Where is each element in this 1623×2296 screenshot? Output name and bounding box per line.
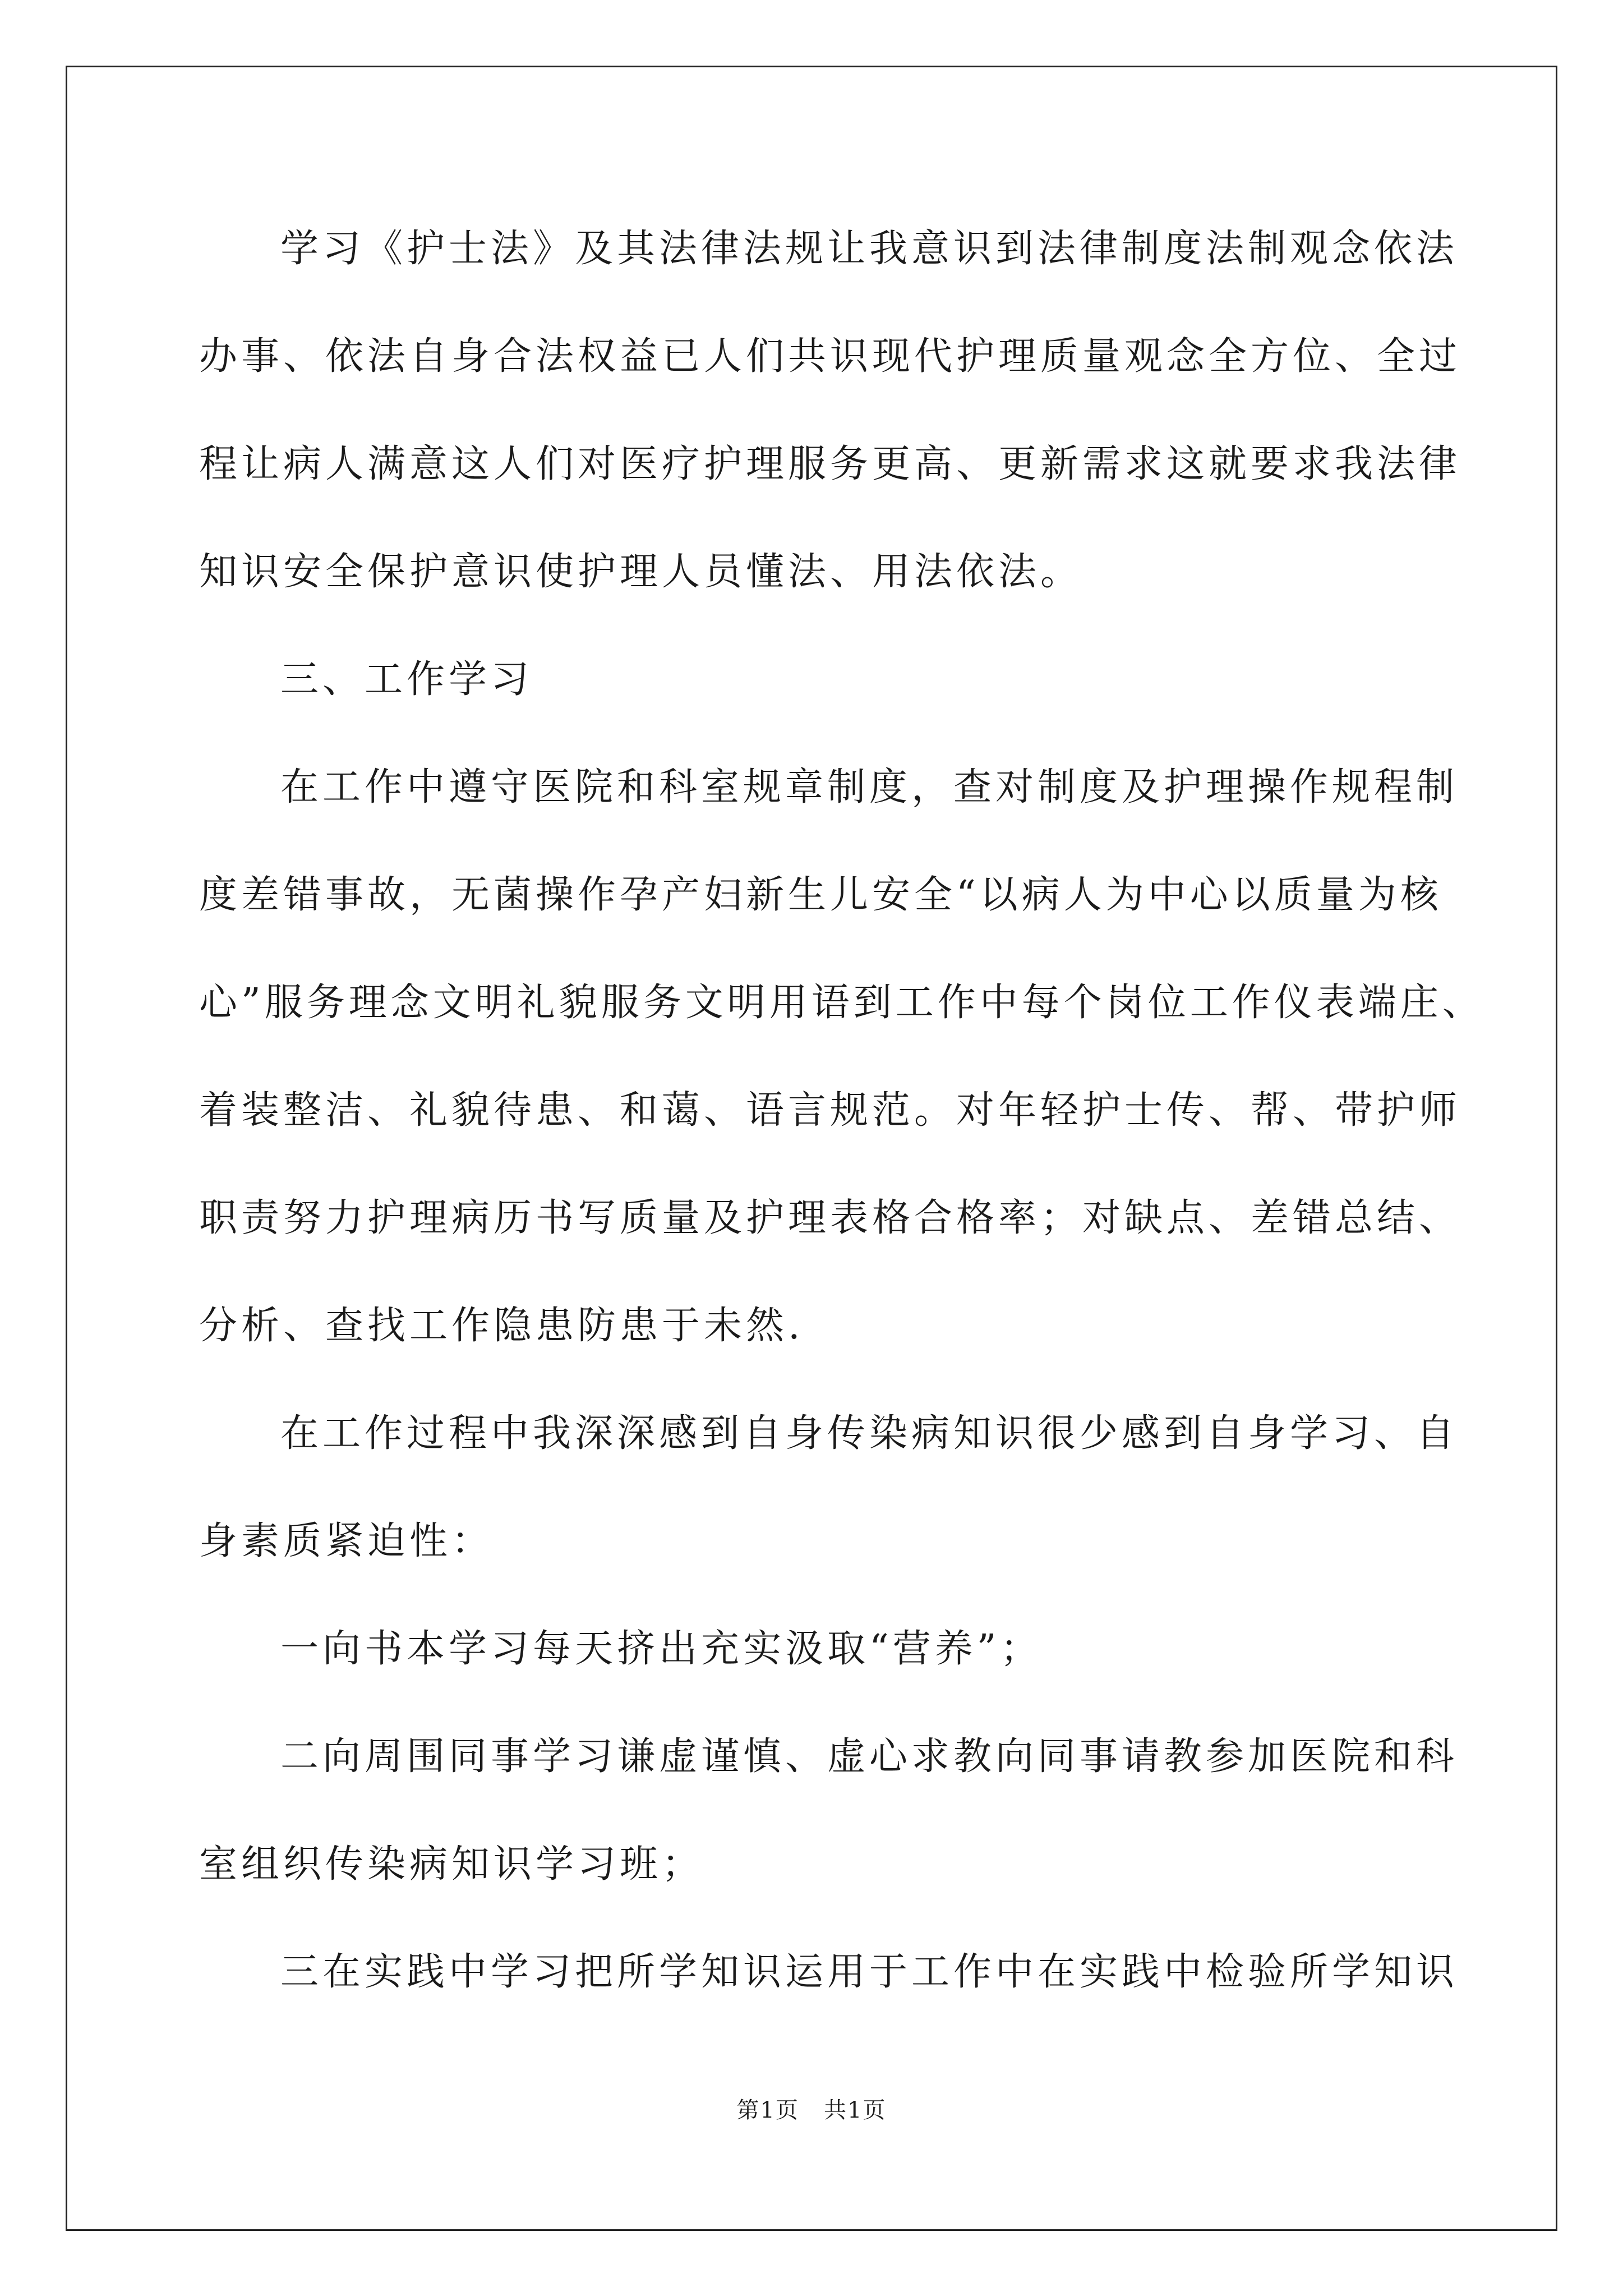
page-border	[66, 66, 1557, 2231]
page-number: 第1页	[736, 2097, 799, 2123]
paragraph-line: 学习《护士法》及其法律法规让我意识到法律制度法制观念依法	[280, 227, 1459, 271]
paragraph-line: 知识安全保护意识使护理人员懂法、用法依法。	[199, 550, 1083, 594]
paragraph-line: 着装整洁、礼貌待患、和蔼、语言规范。对年轻护士传、帮、带护师	[199, 1088, 1461, 1133]
paragraph-line: 办事、依法自身合法权益已人们共识现代护理质量观念全方位、全过	[199, 334, 1461, 379]
paragraph-line: 职责努力护理病历书写质量及护理表格合格率；对缺点、差错总结、	[199, 1196, 1461, 1240]
paragraph-line: 在工作过程中我深深感到自身传染病知识很少感到自身学习、自	[280, 1411, 1459, 1456]
paragraph-line: 室组织传染病知识学习班；	[199, 1842, 704, 1887]
paragraph-line: 身素质紧迫性：	[199, 1519, 494, 1563]
paragraph-line: 程让病人满意这人们对医疗护理服务更高、更新需求这就要求我法律	[199, 442, 1461, 486]
paragraph-line: 心”服务理念文明礼貌服务文明用语到工作中每个岗位工作仪表端庄、	[199, 981, 1484, 1025]
paragraph-line: 三在实践中学习把所学知识运用于工作中在实践中检验所学知识	[280, 1950, 1459, 1994]
paragraph-line: 在工作中遵守医院和科室规章制度，查对制度及护理操作规程制	[280, 765, 1459, 809]
paragraph-line: 一向书本学习每天挤出充实汲取“营养”；	[280, 1627, 1043, 1671]
page-footer	[0, 2099, 1623, 2122]
paragraph-line: 度差错事故，无菌操作孕产妇新生儿安全“以病人为中心以质量为核	[199, 873, 1442, 917]
section-heading: 三、工作学习	[280, 657, 533, 702]
paragraph-line: 二向周围同事学习谦虚谨慎、虚心求教向同事请教参加医院和科	[280, 1734, 1459, 1779]
paragraph-line: 分析、查找工作隐患防患于未然.	[199, 1304, 804, 1348]
page-total: 共1页	[824, 2097, 887, 2123]
